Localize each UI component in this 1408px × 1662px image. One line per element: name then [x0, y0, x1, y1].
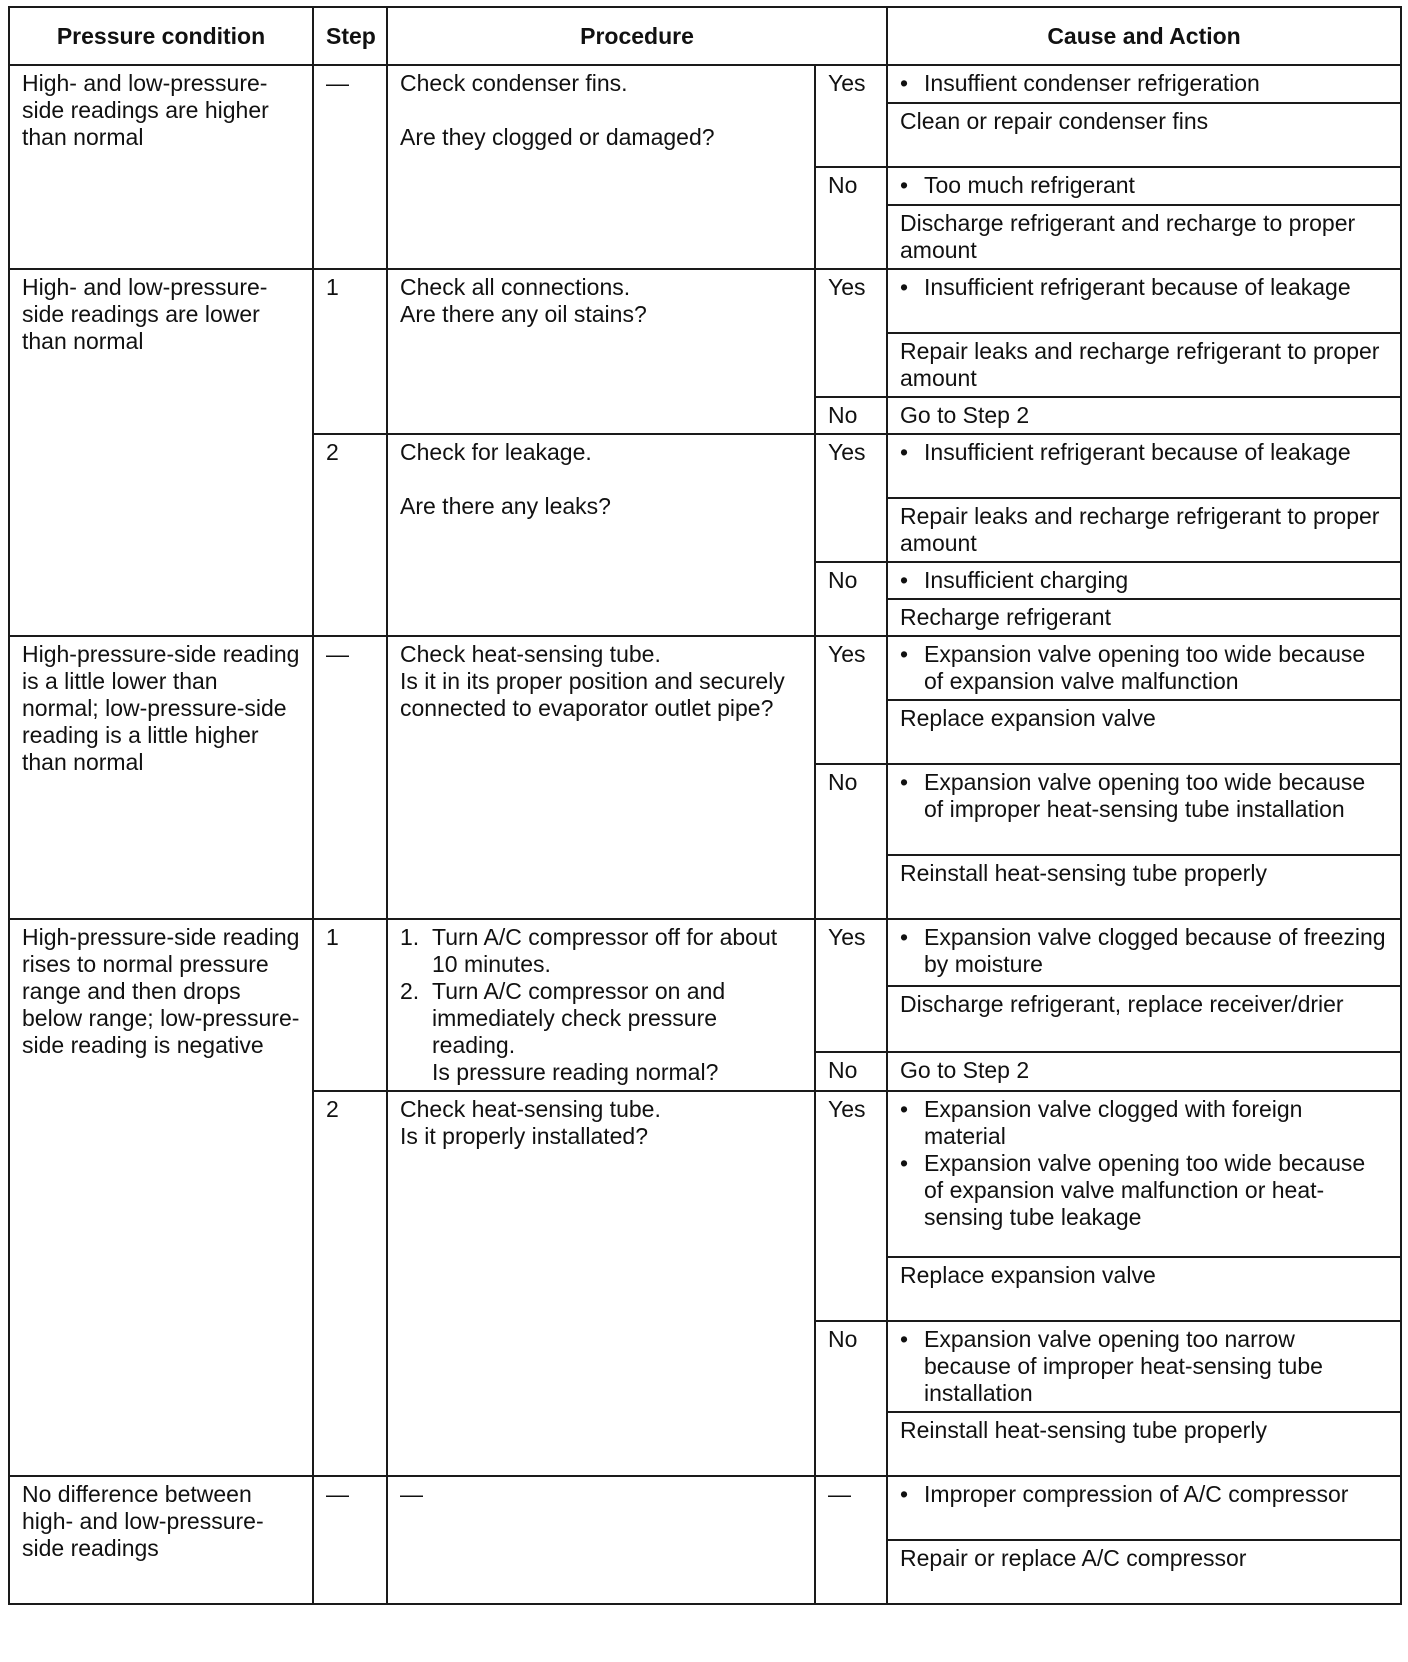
action-cell: Clean or repair condenser fins [887, 103, 1401, 167]
action-cell: Replace expansion valve [887, 700, 1401, 764]
procedure-cell [387, 919, 815, 1091]
procedure-line: Are there any leaks? [400, 493, 611, 519]
action-cell: Repair leaks and recharge refrigerant to proper amount [887, 333, 1401, 397]
cause-text: Insuffient condenser refrigeration [924, 70, 1260, 96]
procedure-line: Check condenser fins. [400, 70, 628, 96]
action-cell: Go to Step 2 [887, 397, 1401, 434]
cause-text: Insufficient refrigerant because of leakage [924, 439, 1351, 465]
cause-text: Expansion valve clogged with foreign material [924, 1096, 1303, 1149]
cause-cell [887, 434, 1401, 498]
table-row [9, 65, 1401, 103]
header-step: Step [313, 7, 387, 65]
table-row [9, 636, 1401, 700]
step-cell: — [313, 636, 387, 919]
yes-label: Yes [815, 636, 887, 764]
cause-text: Expansion valve clogged because of freezing by moisture [924, 924, 1386, 977]
action-cell: Go to Step 2 [887, 1052, 1401, 1091]
bullet-icon: • [900, 1326, 909, 1352]
no-label: No [815, 764, 887, 919]
no-label: No [815, 1321, 887, 1476]
procedure-line: Is pressure reading normal? [432, 1059, 719, 1085]
bullet-icon: • [900, 1096, 909, 1122]
header-cause-and-action: Cause and Action [887, 7, 1401, 65]
procedure-line: Are there any oil stains? [400, 301, 647, 327]
step-cell: 2 [313, 1091, 387, 1476]
procedure-cell [387, 65, 815, 269]
yes-label: Yes [815, 1091, 887, 1321]
bullet-icon: • [900, 172, 909, 198]
procedure-line: Check heat-sensing tube. [400, 641, 661, 667]
bullet-icon: • [900, 274, 909, 300]
step-cell: — [313, 1476, 387, 1604]
cause-text: Too much refrigerant [924, 172, 1135, 198]
bullet-icon: • [900, 1481, 909, 1507]
bullet-icon: • [900, 70, 909, 96]
procedure-list-item: 1. Turn A/C compressor off for about 10 minutes. [400, 924, 778, 977]
pressure-condition-cell: High-pressure-side reading is a little lower than normal; low-pressure-side reading is a little higher than normal [9, 636, 313, 919]
cause-cell [887, 1476, 1401, 1540]
action-cell: Repair leaks and recharge refrigerant to proper amount [887, 498, 1401, 562]
action-cell: Replace expansion valve [887, 1257, 1401, 1321]
cause-text: Insufficient charging [924, 567, 1129, 593]
procedure-line: Is it properly installated? [400, 1123, 649, 1149]
no-label: No [815, 1052, 887, 1091]
cause-cell [887, 1321, 1401, 1412]
procedure-line: Check for leakage. [400, 439, 592, 465]
cause-text: Expansion valve opening too wide because of expansion valve malfunction [924, 641, 1366, 694]
bullet-icon: • [900, 769, 909, 795]
bullet-icon: • [900, 641, 909, 667]
cause-cell [887, 764, 1401, 855]
action-cell: Reinstall heat-sensing tube properly [887, 855, 1401, 919]
procedure-cell [387, 269, 815, 434]
no-label: No [815, 562, 887, 636]
pressure-condition-cell: High- and low-pressure-side readings are lower than normal [9, 269, 313, 636]
procedure-cell [387, 434, 815, 636]
bullet-icon: • [900, 1150, 909, 1176]
cause-cell [887, 269, 1401, 333]
procedure-cell [387, 1091, 815, 1476]
cause-text: Expansion valve opening too narrow because of improper heat-sensing tube installation [924, 1326, 1323, 1406]
step-cell: — [313, 65, 387, 269]
header-row [9, 7, 1401, 65]
cause-cell [887, 562, 1401, 599]
procedure-line: Are they clogged or damaged? [400, 124, 715, 150]
procedure-line: Is it in its proper position and securely connected to evaporator outlet pipe? [400, 668, 785, 721]
yes-label: Yes [815, 434, 887, 562]
pressure-condition-cell: High- and low-pressure-side readings are higher than normal [9, 65, 313, 269]
procedure-cell: — [387, 1476, 815, 1604]
no-label: No [815, 167, 887, 269]
action-cell: Discharge refrigerant and recharge to proper amount [887, 205, 1401, 269]
no-label: No [815, 397, 887, 434]
cause-cell [887, 919, 1401, 986]
cause-text: Insufficient refrigerant because of leakage [924, 274, 1351, 300]
yes-label: Yes [815, 65, 887, 167]
yes-label: Yes [815, 269, 887, 397]
step-cell: 2 [313, 434, 387, 636]
procedure-cell [387, 636, 815, 919]
procedure-list-item: 2. Turn A/C compressor on and immediately check pressure reading. [400, 978, 726, 1058]
table-row [9, 1476, 1401, 1540]
cause-cell [887, 65, 1401, 103]
answer-cell: — [815, 1476, 887, 1604]
action-cell: Discharge refrigerant, replace receiver/drier [887, 986, 1401, 1053]
header-procedure: Procedure [387, 7, 887, 65]
cause-text: Improper compression of A/C compressor [924, 1481, 1349, 1507]
pressure-condition-cell: No difference between high- and low-pressure-side readings [9, 1476, 313, 1604]
yes-label: Yes [815, 919, 887, 1052]
cause-text: Expansion valve opening too wide because of expansion valve malfunction or heat-sensing tube leakage [924, 1150, 1366, 1230]
step-cell: 1 [313, 919, 387, 1091]
troubleshooting-table [8, 6, 1402, 1605]
action-cell: Repair or replace A/C compressor [887, 1540, 1401, 1604]
cause-cell [887, 167, 1401, 205]
table-row [9, 269, 1401, 333]
procedure-line: Check heat-sensing tube. [400, 1096, 661, 1122]
bullet-icon: • [900, 924, 909, 950]
action-cell: Recharge refrigerant [887, 599, 1401, 636]
step-cell: 1 [313, 269, 387, 434]
bullet-icon: • [900, 567, 909, 593]
cause-cell [887, 1091, 1401, 1257]
procedure-line: Check all connections. [400, 274, 631, 300]
header-pressure-condition: Pressure condition [9, 7, 313, 65]
pressure-condition-cell: High-pressure-side reading rises to normal pressure range and then drops below range; low-pressure-side reading is negative [9, 919, 313, 1476]
cause-cell [887, 636, 1401, 700]
action-cell: Reinstall heat-sensing tube properly [887, 1412, 1401, 1476]
bullet-icon: • [900, 439, 909, 465]
table-row [9, 919, 1401, 986]
cause-text: Expansion valve opening too wide because of improper heat-sensing tube installation [924, 769, 1366, 822]
